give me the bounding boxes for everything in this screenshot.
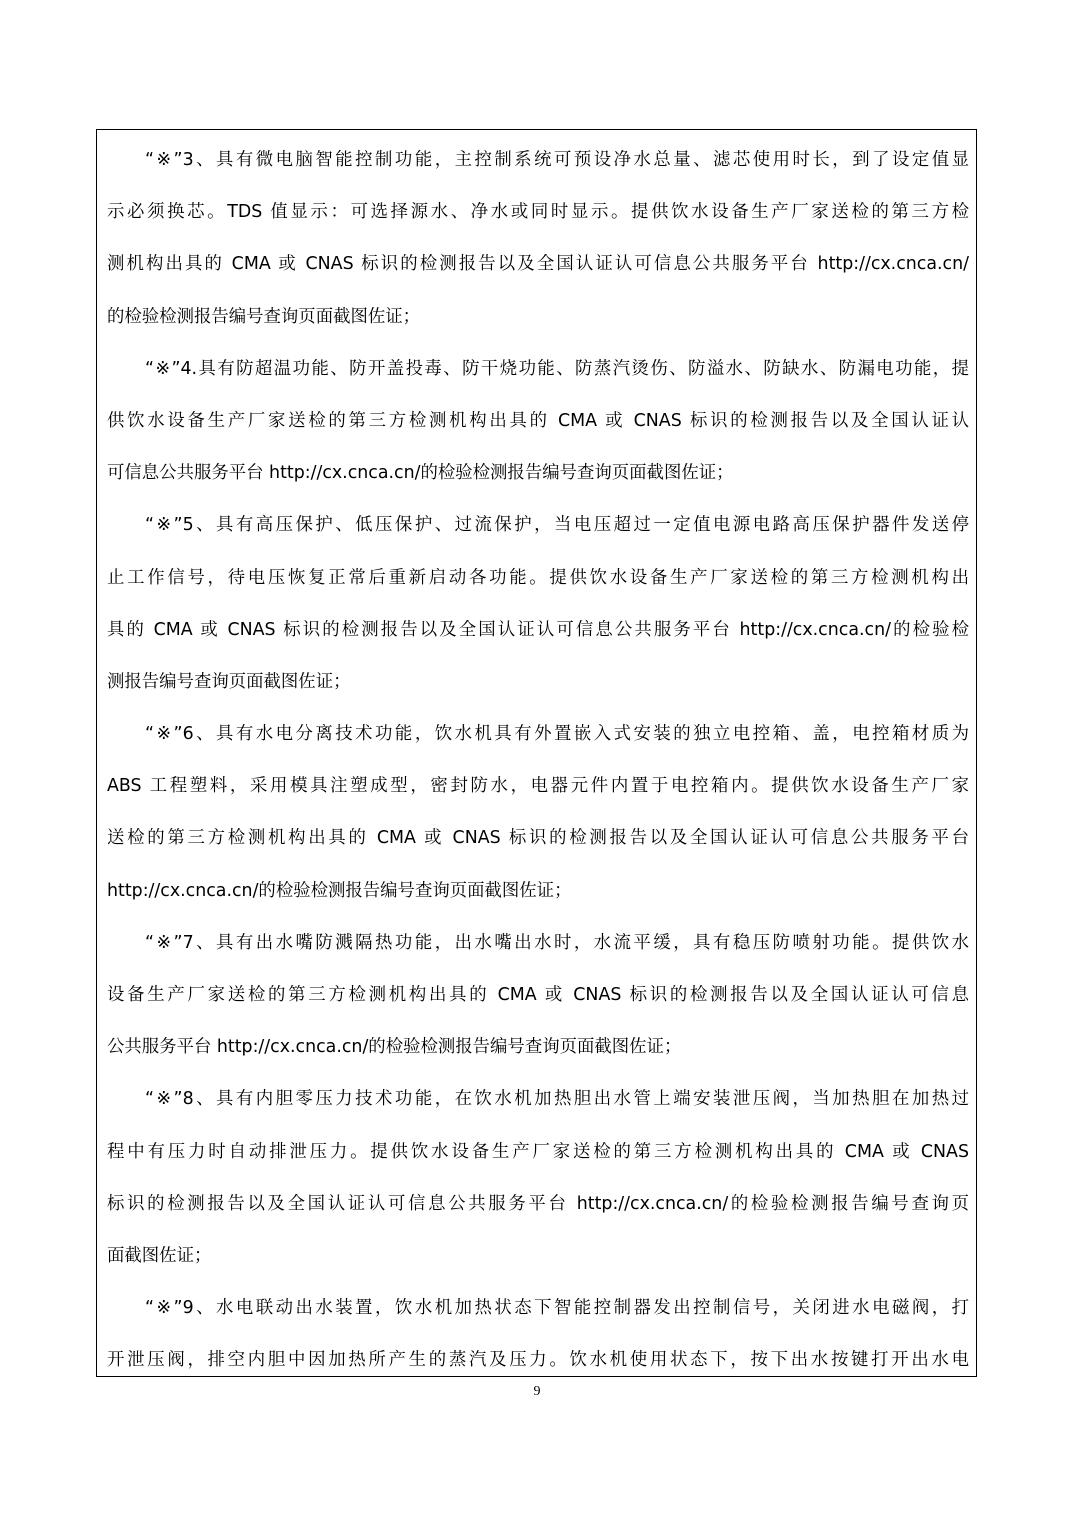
item-3-line-4: 的检验检测报告编号查询页面截图佐证； bbox=[107, 306, 421, 327]
item-8-line-3: 标识的检测报告以及全国认证认可信息公共服务平台 http://cx.cnca.cn/的检验检测报告编号查询页 bbox=[107, 1193, 969, 1214]
item-7-line-3: 公共服务平台 http://cx.cnca.cn/的检验检测报告编号查询页面截图佐证； bbox=[107, 1037, 682, 1058]
content-frame bbox=[96, 129, 977, 1377]
item-6-line-4: http://cx.cnca.cn/的检验检测报告编号查询页面截图佐证； bbox=[107, 880, 572, 901]
item-8-line-4: 面截图佐证； bbox=[107, 1245, 212, 1266]
item-9-line-2: 开泄压阀，排空内胆中因加热所产生的蒸汽及压力。饮水机使用状态下，按下出水按键打开出水电 bbox=[107, 1350, 969, 1371]
document-body bbox=[107, 134, 969, 1377]
item-7-line-2: 设备生产厂家送检的第三方检测机构出具的 CMA 或 CNAS 标识的检测报告以及全国认证认可信息 bbox=[107, 985, 969, 1005]
item-6-line-3: 送检的第三方检测机构出具的 CMA 或 CNAS 标识的检测报告以及全国认证认可信息公共服务平台 bbox=[107, 828, 969, 849]
item-5-line-4: 测报告编号查询页面截图佐证； bbox=[107, 671, 351, 692]
item-7-line-1: “※”7、具有出水嘴防溅隔热功能，出水嘴出水时，水流平缓，具有稳压防喷射功能。提供饮水 bbox=[145, 932, 969, 953]
item-4-line-1: “※”4.具有防超温功能、防开盖投毒、防干烧功能、防蒸汽烫伤、防溢水、防缺水、防漏电功能，提 bbox=[145, 358, 969, 379]
item-5-line-2: 止工作信号，待电压恢复正常后重新启动各功能。提供饮水设备生产厂家送检的第三方检测机构出 bbox=[107, 567, 969, 588]
item-6-line-2: ABS 工程塑料，采用模具注塑成型，密封防水，电器元件内置于电控箱内。提供饮水设备生产厂家 bbox=[107, 776, 969, 797]
item-5-line-3: 具的 CMA 或 CNAS 标识的检测报告以及全国认证认可信息公共服务平台 http://cx.cnca.cn/的检验检 bbox=[107, 619, 969, 640]
item-8-line-2: 程中有压力时自动排泄压力。提供饮水设备生产厂家送检的第三方检测机构出具的 CMA 或 CNAS bbox=[107, 1141, 969, 1162]
item-4-line-3: 可信息公共服务平台 http://cx.cnca.cn/的检验检测报告编号查询页面截图佐证； bbox=[107, 463, 734, 484]
item-5-line-1: “※”5、具有高压保护、低压保护、过流保护，当电压超过一定值电源电路高压保护器件发送停 bbox=[145, 515, 969, 536]
item-6-line-1: “※”6、具有水电分离技术功能，饮水机具有外置嵌入式安装的独立电控箱、盖，电控箱材质为 bbox=[145, 724, 969, 745]
item-3-line-3: 测机构出具的 CMA 或 CNAS 标识的检测报告以及全国认证认可信息公共服务平台 http://cx.cnca.cn/ bbox=[107, 254, 969, 275]
item-9-line-1: “※”9、水电联动出水装置，饮水机加热状态下智能控制器发出控制信号，关闭进水电磁阀，打 bbox=[145, 1298, 969, 1319]
page-number: 9 bbox=[533, 1384, 541, 1399]
item-4-line-2: 供饮水设备生产厂家送检的第三方检测机构出具的 CMA 或 CNAS 标识的检测报告以及全国认证认 bbox=[107, 410, 969, 431]
item-8-line-1: “※”8、具有内胆零压力技术功能，在饮水机加热胆出水管上端安装泄压阀，当加热胆在加热过 bbox=[145, 1089, 969, 1110]
item-3-line-1: “※”3、具有微电脑智能控制功能，主控制系统可预设净水总量、滤芯使用时长，到了设定值显 bbox=[145, 150, 969, 170]
item-3-line-2: 示必须换芯。TDS 值显示：可选择源水、净水或同时显示。提供饮水设备生产厂家送检的第三方检 bbox=[107, 202, 969, 223]
